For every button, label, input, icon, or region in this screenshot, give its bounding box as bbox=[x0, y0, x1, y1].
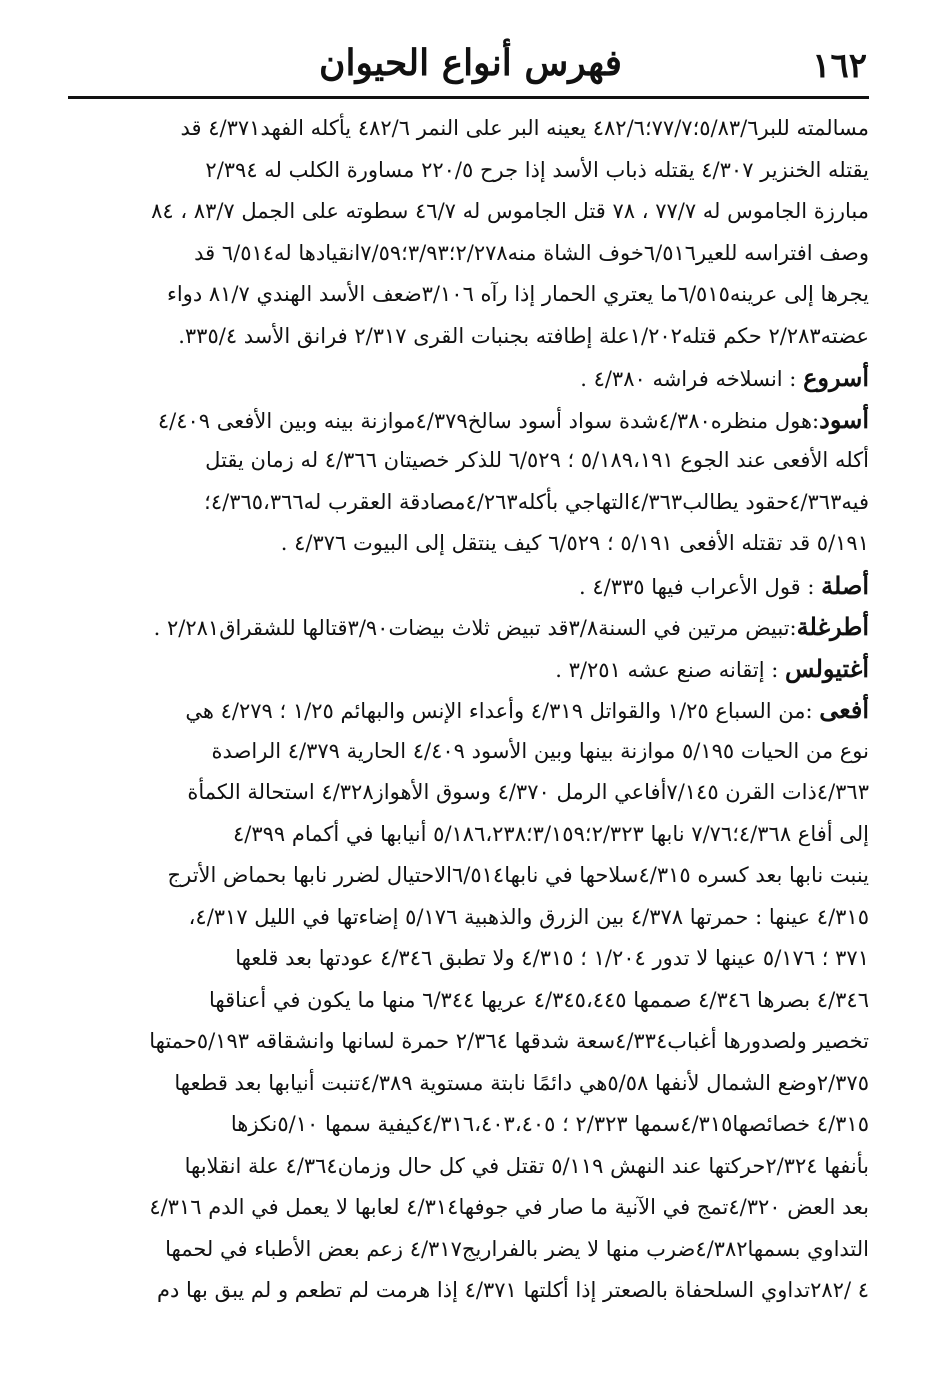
index-line bbox=[68, 357, 869, 399]
entry-headword: أفعى bbox=[819, 695, 869, 724]
entry-headword: أصلة bbox=[821, 570, 869, 600]
entry-text: ٤/٣١٥ عينها : حمرتها ٤/٣٧٨ بين الزرق والذهبية ٥/١٧٦ إضاءتها في الليل ٤/٣١٧، bbox=[188, 904, 869, 929]
index-line bbox=[68, 274, 869, 316]
index-line bbox=[68, 108, 869, 150]
index-line bbox=[68, 1146, 869, 1188]
entry-text: ٣٧١ ؛ ٥/١٧٦ عينها لا تدور ١/٢٠٤ ؛ ٤/٣١٥ ولا تطبق ٤/٣٤٦ عودتها بعد قلعها bbox=[235, 946, 869, 970]
entry-text: : انسلاخه فراشه ٤/٣٨٠ . bbox=[580, 367, 804, 391]
header-rule bbox=[68, 96, 869, 99]
index-line bbox=[68, 772, 869, 814]
page-header bbox=[60, 28, 881, 98]
entry-text: وصف افتراسه للعير٦/٥١٦خوف الشاة منه٢/٢٧٨؛٣/٩٣؛٧/٥٩انقيادها له٦/٥١٤ قد bbox=[194, 240, 869, 265]
index-line bbox=[68, 1187, 869, 1229]
entry-text: بأنفها ٢/٣٢٤حركتها عند النهش ٥/١١٩ تقتل في كل حال وزمان٤/٣٦٤ علة انقلابها bbox=[184, 1153, 869, 1178]
index-line bbox=[68, 606, 869, 648]
index-line bbox=[68, 150, 869, 192]
index-line bbox=[68, 191, 869, 233]
entry-text: ٤/٣٤٦ بصرها ٤/٣٤٦ صممها ٤/٣٤٥،٤٤٥ عريها ٦/٣٤٤ منها ما يكون في أعناقها bbox=[209, 987, 869, 1012]
entry-text: التداوي بسمها٤/٣٨٢ضرب منها لا يضر بالفراريج٤/٣١٧ زعم بعض الأطباء في لحمها bbox=[165, 1236, 869, 1261]
entry-text: : قول الأعراب فيها ٤/٣٣٥ . bbox=[578, 574, 822, 599]
entry-text: مبارزة الجاموس له ٧٧/٧ ، ٧٨ قتل الجاموس له ٤٦/٧ سطوته على الجمل ٨٣/٧ ، ٨٤ bbox=[151, 199, 869, 223]
entry-text: : إتقانه صنع عشه ٣/٢٥١ . bbox=[555, 657, 785, 682]
entry-text: ينبت نابها بعد كسره ٤/٣١٥سلاحها في نابها٦/٥١٤الاحتيال لضرر نابها بحماض الأترج bbox=[167, 863, 869, 887]
entry-text: ٥/١٩١ قد تقتله الأفعى ٥/١٩١ ؛ ٦/٥٢٩ كيف ينتقل إلى البيوت ٤/٣٧٦ . bbox=[280, 531, 869, 555]
entry-text: بعد العض ٤/٣٢٠تمج في الآنية ما صار في جوفها٤/٣١٤ لعابها لا يعمل في الدم ٤/٣١٦ bbox=[149, 1195, 869, 1219]
index-line bbox=[68, 648, 869, 690]
entry-headword: أسروع bbox=[803, 363, 869, 392]
index-line bbox=[68, 689, 869, 731]
index-line bbox=[68, 1270, 869, 1312]
index-line bbox=[68, 855, 869, 897]
entry-text: أكله الأفعى عند الجوع ٥/١٨٩،١٩١ ؛ ٦/٥٢٩ للذكر خصيتان ٤/٣٦٦ له زمان يقتل bbox=[205, 448, 869, 472]
entry-text: إلى أفاع ٤/٣٦٨؛٧/٧٦ نابها ٢/٣٢٣؛٣/١٥٩؛٥/١٨٦،٢٣٨ أنيابها في أكمام ٤/٣٩٩ bbox=[233, 821, 869, 846]
index-line bbox=[68, 1229, 869, 1271]
index-line bbox=[68, 1104, 869, 1146]
entry-text: عضته٢/٢٨٣ حكم قتله١/٢٠٢علة إطافته بجنبات القرى ٢/٣١٧ فرانق الأسد ٣٣٥/٤. bbox=[178, 323, 869, 348]
index-body bbox=[68, 108, 869, 1312]
index-line bbox=[68, 440, 869, 482]
index-line bbox=[68, 1021, 869, 1063]
entry-headword: أطرغلة bbox=[796, 612, 869, 641]
entry-text: :هول منظره٤/٣٨٠شدة سواد أسود سالخ٤/٣٧٩موازنة بينه وبين الأفعى ٤/٤٠٩ bbox=[157, 408, 820, 433]
index-line bbox=[68, 565, 869, 607]
running-title: فهرس أنواع الحيوان bbox=[319, 42, 622, 84]
entry-headword: أغتيولس bbox=[784, 653, 869, 683]
entry-text: نوع من الحيات ٥/١٩٥ موازنة بينها وبين الأسود ٤/٤٠٩ الحارية ٤/٣٧٩ الراصدة bbox=[211, 738, 869, 763]
index-line bbox=[68, 1063, 869, 1105]
entry-headword: أسود bbox=[819, 404, 869, 434]
index-line bbox=[68, 731, 869, 773]
entry-text: ٤/٣١٥ خصائصها٤/٣١٥سمها ٢/٣٢٣ ؛ ٤/٣١٦،٤٠٣،٤٠٥كيفية سمها ٥/١٠نكزها bbox=[230, 1112, 869, 1136]
index-line bbox=[68, 980, 869, 1022]
index-line bbox=[68, 482, 869, 524]
entry-text: مسالمته للبر٥/٨٣/٦؛٧٧/٧؛٤٨٢/٦ يعينه البر على النمر ٤٨٢/٦ يأكله الفهد٤/٣٧١ قد bbox=[180, 116, 869, 140]
entry-text: يقتله الخنزير ٤/٣٠٧ يقتله ذباب الأسد إذا جرح ٢٢٠/٥ مساورة الكلب له ٢/٣٩٤ bbox=[205, 157, 869, 182]
index-line bbox=[68, 316, 869, 358]
entry-text: :تبيض مرتين في السنة٣/٨قد تبيض ثلاث بيضات٣/٩٠قتالها للشقراق٢/٢٨١ . bbox=[153, 616, 797, 640]
entry-text: يجرها إلى عرينه٦/٥١٥ما يعتري الحمار إذا رآه ٣/١٠٦ضعف الأسد الهندي ٨١/٧ دواء bbox=[166, 282, 869, 306]
index-line bbox=[68, 233, 869, 275]
entry-text: ٤/٣٦٣ذات القرن ٧/١٤٥أفاعي الرمل ٤/٣٧٠ وسوق الأهواز٤/٣٢٨ استحالة الكمأة bbox=[187, 780, 869, 804]
index-line bbox=[68, 814, 869, 856]
index-line bbox=[68, 399, 869, 441]
page-number: ١٦٢ bbox=[812, 46, 867, 86]
entry-text: ٤ /٢٨٢تداوي السلحفاة بالصعتر إذا أكلتها ٤/٣٧١ إذا هرمت لم تطعم و لم يبق بها دم bbox=[156, 1278, 869, 1302]
entry-text: فيه٤/٣٦٣حقود يطالب٤/٣٦٣التهاجي بأكله٤/٢٦٣مصادقة العقرب له٤/٣٦٥،٣٦٦؛ bbox=[204, 489, 869, 514]
entry-text: تخصير ولصدورها أغباب٤/٣٣٤سعة شدقها ٢/٣٦٤ حمرة لسانها وانشقاقه ٥/١٩٣حمتها bbox=[149, 1029, 869, 1053]
index-line bbox=[68, 897, 869, 939]
index-line bbox=[68, 523, 869, 565]
entry-text: :من السباع ١/٢٥ والقواتل ٤/٣١٩ وأعداء الإنس والبهائم ١/٢٥ ؛ ٤/٢٧٩ هي bbox=[185, 699, 820, 723]
entry-text: ٢/٣٧٥وضع الشمال لأنفها ٥/٥٨هي دائمًا نابتة مستوية ٤/٣٨٩تنبت أنيابها بعد قطعها bbox=[174, 1070, 869, 1095]
index-line bbox=[68, 938, 869, 980]
